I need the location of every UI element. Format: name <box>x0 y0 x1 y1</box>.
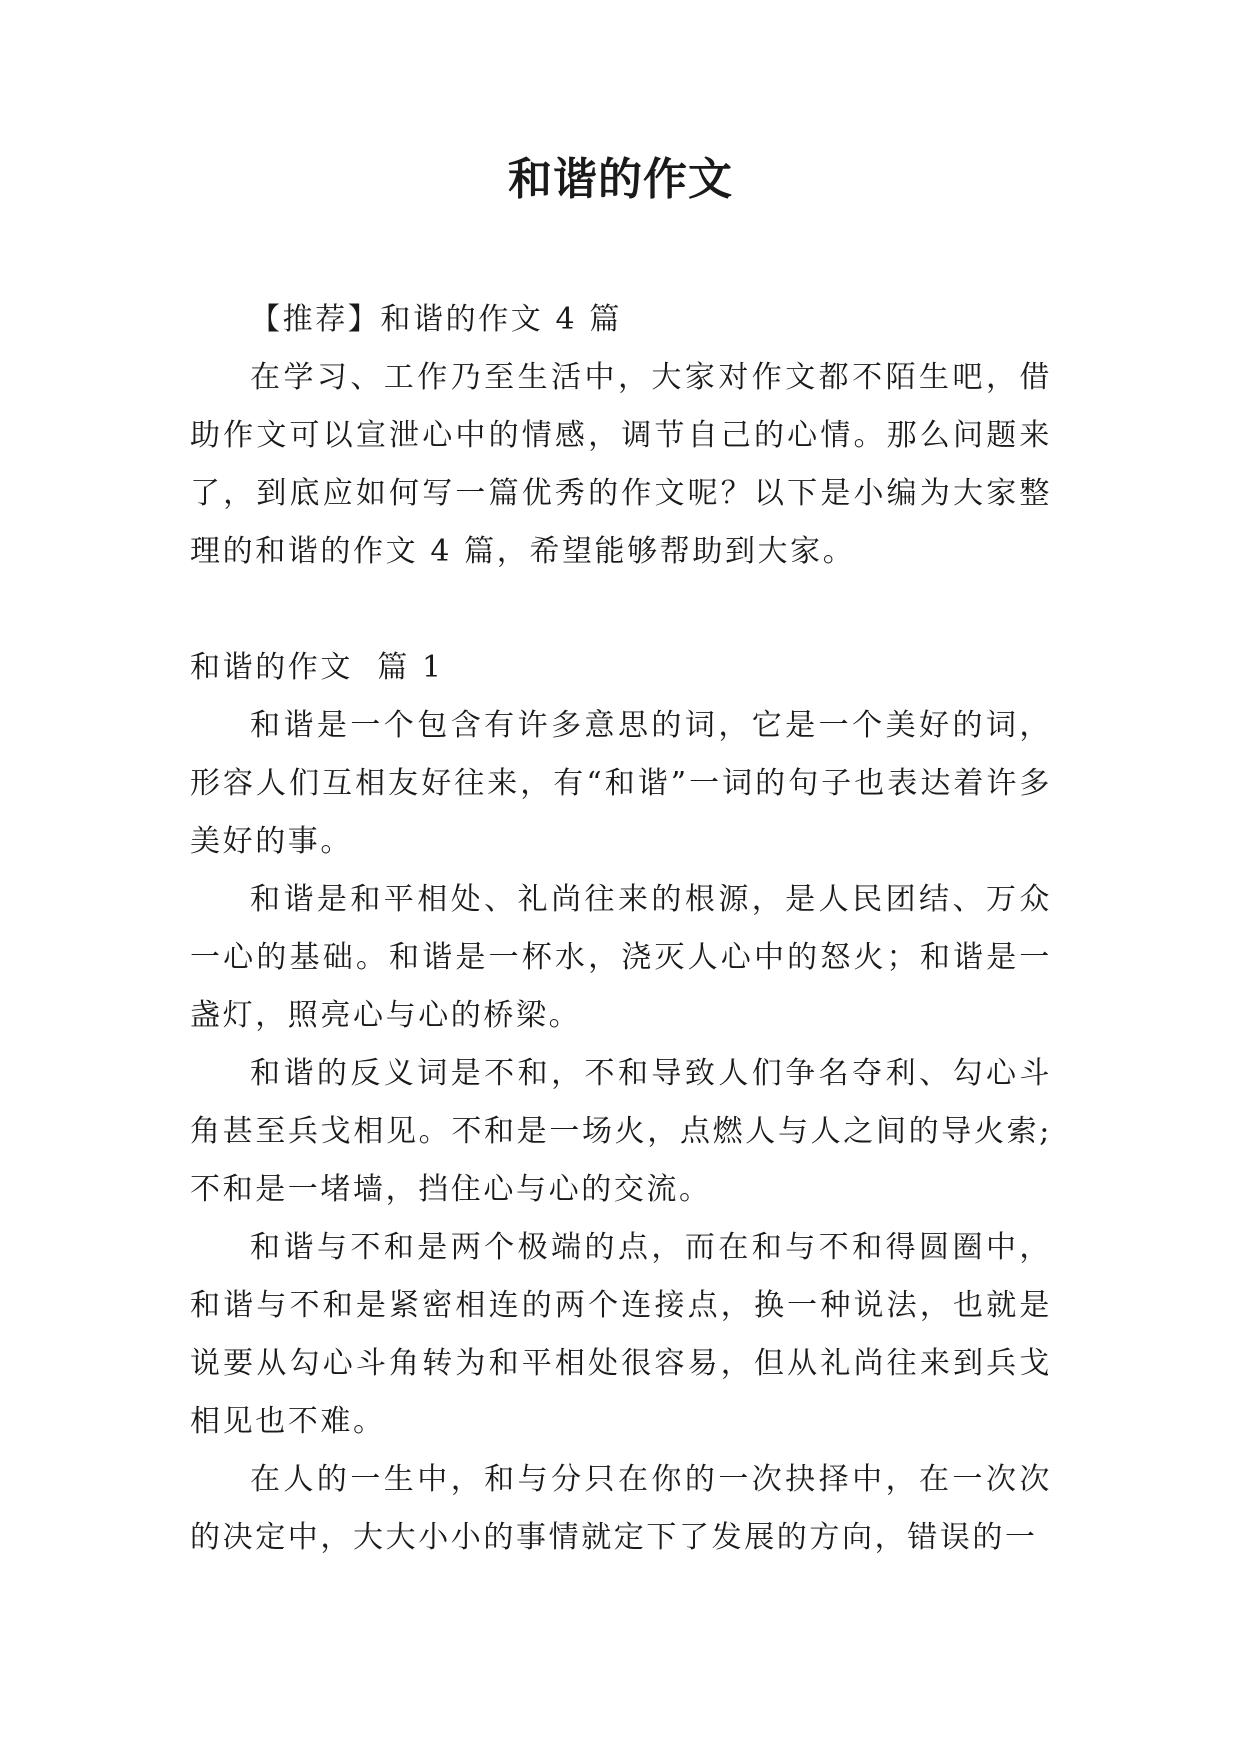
document-body <box>190 291 1052 1567</box>
document-title: 和谐的作文 <box>508 154 733 205</box>
intro-recommend-line: 【推荐】和谐的作文 4 篇 <box>250 302 622 337</box>
body-paragraph-1: 和谐是一个包含有许多意思的词，它是一个美好的词，形容人们互相友好往来，有“和谐”一词的句子也表达着许多美好的事。 <box>190 708 1052 859</box>
body-paragraph-2: 和谐是和平相处、礼尚往来的根源，是人民团结、万众一心的基础。和谐是一杯水，浇灭人心中的怒火；和谐是一盏灯，照亮心与心的桥梁。 <box>190 882 1052 1033</box>
body-paragraph-5: 在人的一生中，和与分只在你的一次抉择中，在一次次的决定中，大大小小的事情就定下了发展的方向，错误的一 <box>190 1462 1052 1555</box>
body-paragraph-3: 和谐的反义词是不和，不和导致人们争名夺利、勾心斗角甚至兵戈相见。不和是一场火，点燃人与人之间的导火索;不和是一堵墙，挡住心与心的交流。 <box>190 1056 1052 1207</box>
section-heading: 和谐的作文 篇 1 <box>190 650 444 685</box>
body-paragraph-4: 和谐与不和是两个极端的点，而在和与不和得圆圈中，和谐与不和是紧密相连的两个连接点，换一种说法，也就是说要从勾心斗角转为和平相处很容易，但从礼尚往来到兵戈相见也不难。 <box>190 1230 1052 1439</box>
intro-paragraph: 在学习、工作乃至生活中，大家对作文都不陌生吧，借助作文可以宣泄心中的情感，调节自己的心情。那么问题来了，到底应如何写一篇优秀的作文呢？以下是小编为大家整理的和谐的作文 4 篇，希望能够帮助到大家。 <box>190 360 1052 569</box>
